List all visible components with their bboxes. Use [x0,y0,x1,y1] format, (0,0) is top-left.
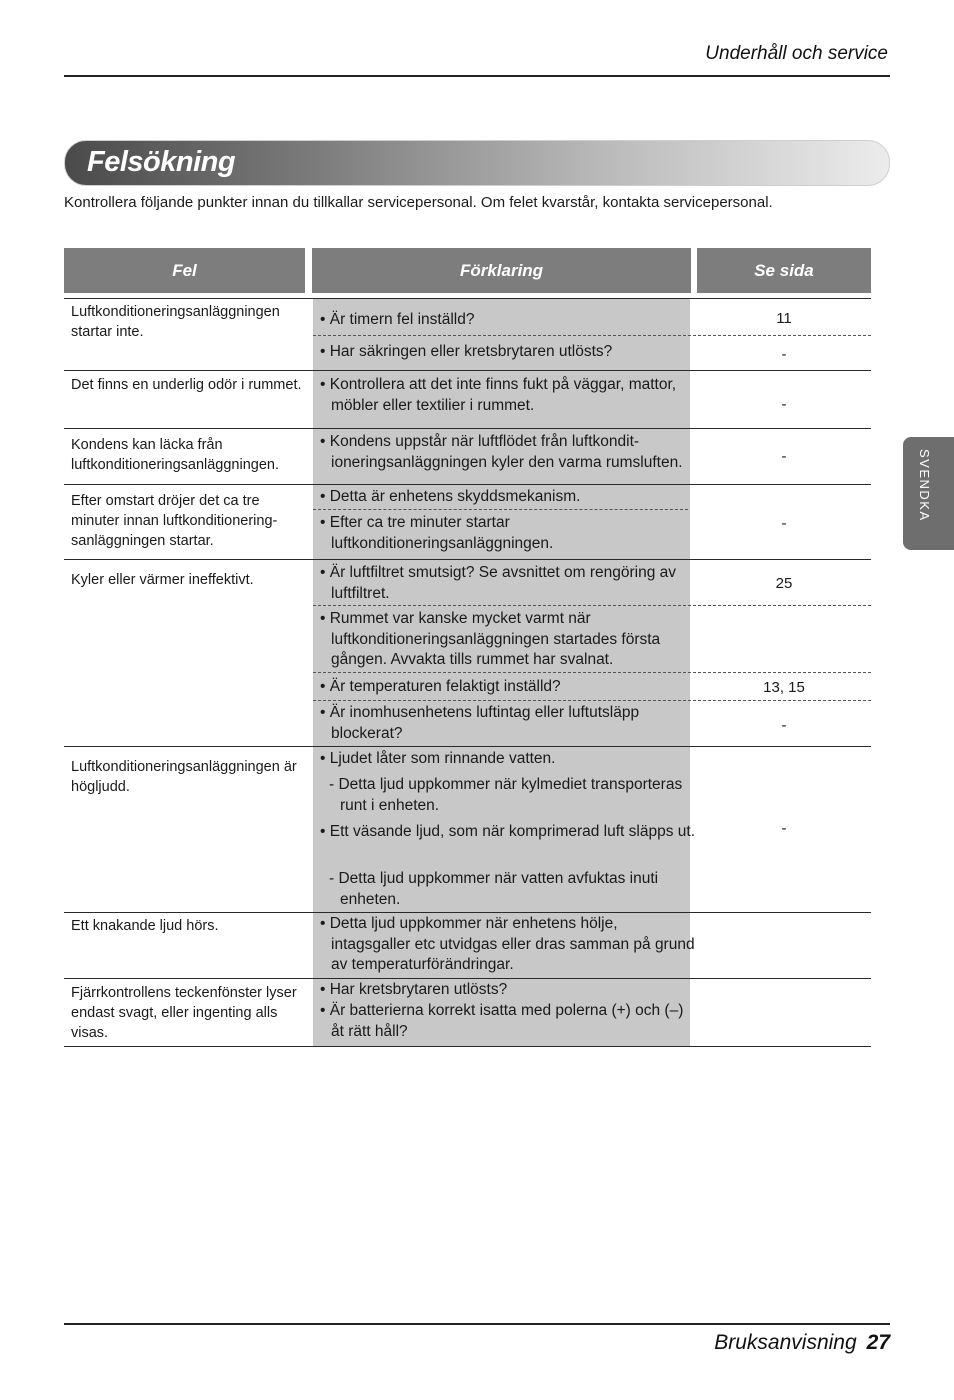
page-ref: - [781,717,787,734]
sub-divider [313,335,871,336]
row-divider [64,484,871,485]
bottom-rule [64,1323,890,1325]
row-divider [64,559,871,560]
title-banner [64,140,890,186]
header-forklaring: Förklaring [312,248,691,293]
section-header: Underhåll och service [705,43,888,64]
fault-cell: Kondens kan läcka från luftkonditioneringsanläggningen. [71,437,279,473]
footer [714,1331,890,1355]
page-number: 27 [866,1331,890,1354]
sub-divider [313,672,871,673]
row-divider [64,1046,871,1047]
explanation-item: • Har säkringen eller kretsbrytaren utlösts? [320,343,613,360]
row-divider [64,370,871,371]
fault-cell: Kyler eller värmer ineffektivt. [71,572,254,588]
page-ref: - [781,515,787,532]
fault-cell: Luftkonditioneringsanläggningen är högljudd. [71,759,297,795]
explanation-item: • Detta ljud uppkommer när enhetens hölje, intagsgaller etc utvidgas eller dras samman på grund av temperaturförändringar. [320,915,695,973]
fault-cell: Luftkonditioneringsanläggningen startar inte. [71,304,280,340]
fault-cell: Efter omstart dröjer det ca tre minuter innan luftkonditionering-sanläggningen startar. [71,493,278,549]
explanation-subitem: - Detta ljud uppkommer när kylmediet transporteras runt i enheten. [329,776,683,814]
explanation-item: • Har kretsbrytaren utlösts? [320,981,508,998]
header-fel: Fel [64,248,305,293]
explanation-subitem: - Detta ljud uppkommer när vatten avfuktas inuti enheten. [329,870,659,908]
explanation-item: • Är batterierna korrekt isatta med polerna (+) och (–) åt rätt håll? [320,1002,684,1040]
page-ref: 11 [776,310,792,327]
fault-cell: Fjärrkontrollens teckenfönster lyser endast svagt, eller ingenting alls visas. [71,985,297,1041]
sub-divider [313,509,688,510]
row-divider [64,978,871,979]
page-ref: - [781,396,787,413]
row-divider [64,428,871,429]
row-divider [64,912,871,913]
header-se-sida: Se sida [697,248,871,293]
page-ref: 25 [775,575,793,592]
explanation-item: • Kondens uppstår när luftflödet från luftkondit-ioneringsanläggningen kyler den varma rumsluften. [320,433,683,471]
fault-cell: Det finns en underlig odör i rummet. [71,377,302,393]
explanation-item: • Är timern fel inställd? [320,311,475,328]
explanation-item: • Ljudet låter som rinnande vatten. [320,750,556,767]
page-ref: - [781,448,787,465]
page-ref: 13, 15 [763,679,805,696]
page-ref: - [781,346,787,363]
language-tab-label: SVENDKA [917,449,932,522]
explanation-item: • Är temperaturen felaktigt inställd? [320,678,561,695]
footer-label: Bruksanvisning [714,1331,857,1354]
top-rule [64,75,890,77]
intro-text: Kontrollera följande punkter innan du tillkallar servicepersonal. Om felet kvarstår, kontakta servicepersonal. [64,194,773,211]
page-ref: - [781,820,787,837]
explanation-item: • Rummet var kanske mycket varmt när luftkonditioneringsanläggningen startades första gången. Avvakta tills rummet har svalnat. [320,610,661,668]
page-title: Felsökning [87,146,236,178]
explanation-item: • Är inomhusenhetens luftintag eller luftutsläpp blockerat? [320,704,640,742]
explanation-item: • Detta är enhetens skyddsmekanism. [320,488,581,505]
fault-cell: Ett knakande ljud hörs. [71,918,219,934]
explanation-item: • Kontrollera att det inte finns fukt på väggar, mattor, möbler eller textilier i rummet. [320,376,677,414]
row-divider [64,746,871,747]
explanation-item: • Är luftfiltret smutsigt? Se avsnittet om rengöring av luftfiltret. [320,564,677,602]
row-divider [64,298,871,299]
explanation-item: • Ett väsande ljud, som när komprimerad luft släpps ut. [320,823,696,840]
language-tab [903,437,954,550]
explanation-item: • Efter ca tre minuter startar luftkonditioneringsanläggningen. [320,514,554,552]
sub-divider [313,700,871,701]
sub-divider [313,605,871,606]
